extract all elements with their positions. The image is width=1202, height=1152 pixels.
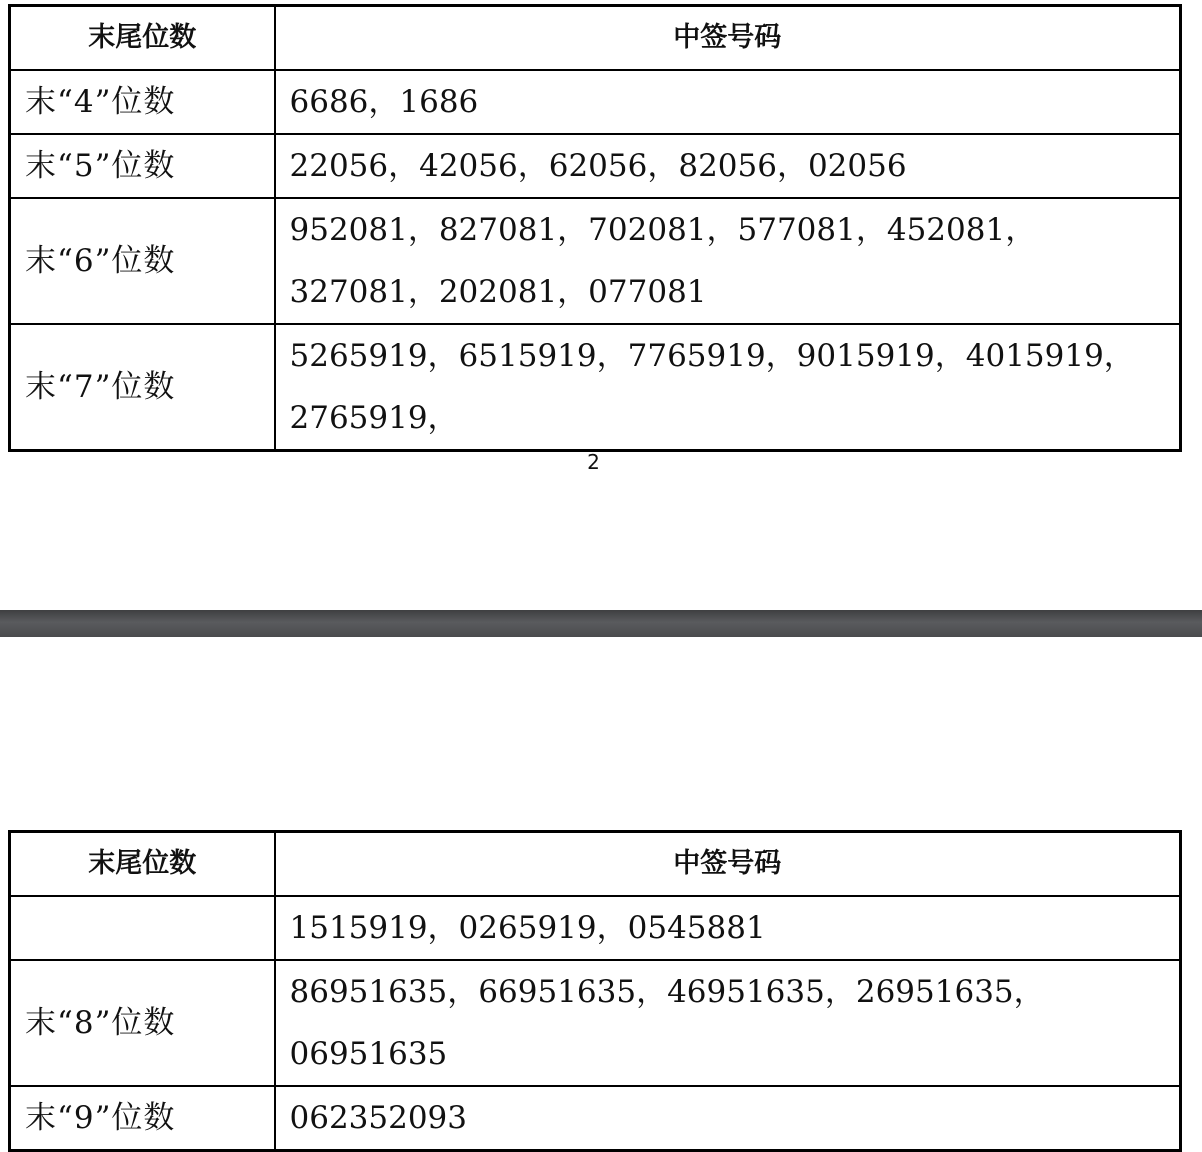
row-winning-numbers: 5265919，6515919，7765919，9015919，4015919，2765919， <box>275 324 1181 451</box>
table-row <box>10 70 1181 134</box>
row-digits-label: 末“8”位数 <box>10 960 275 1086</box>
table-row <box>10 134 1181 198</box>
row-winning-numbers: 952081，827081，702081，577081，452081，327081，202081，077081 <box>275 198 1181 324</box>
header-winning-numbers: 中签号码 <box>275 6 1181 71</box>
table-row <box>10 1086 1181 1151</box>
page-separator <box>0 610 1202 637</box>
header-trailing-digits: 末尾位数 <box>10 6 275 71</box>
winning-numbers-table <box>8 4 1182 452</box>
header-winning-numbers: 中签号码 <box>275 832 1181 897</box>
table-row <box>10 960 1181 1086</box>
row-winning-numbers: 6686，1686 <box>275 70 1181 134</box>
row-winning-numbers: 1515919，0265919，0545881 <box>275 896 1181 960</box>
row-digits-label: 末“4”位数 <box>10 70 275 134</box>
row-winning-numbers: 062352093 <box>275 1086 1181 1151</box>
table-row <box>10 324 1181 451</box>
row-winning-numbers: 86951635，66951635，46951635，26951635，06951635 <box>275 960 1181 1086</box>
row-digits-label: 末“7”位数 <box>10 324 275 451</box>
table-header-row <box>10 6 1181 71</box>
winning-numbers-table-continued <box>8 830 1182 1152</box>
row-digits-label: 末“9”位数 <box>10 1086 275 1151</box>
row-winning-numbers: 22056，42056，62056，82056，02056 <box>275 134 1181 198</box>
table-row <box>10 198 1181 324</box>
row-digits-label <box>10 896 275 960</box>
table-header-row <box>10 832 1181 897</box>
table-row <box>10 896 1181 960</box>
header-trailing-digits: 末尾位数 <box>10 832 275 897</box>
row-digits-label: 末“5”位数 <box>10 134 275 198</box>
page-number: 2 <box>587 450 600 474</box>
row-digits-label: 末“6”位数 <box>10 198 275 324</box>
